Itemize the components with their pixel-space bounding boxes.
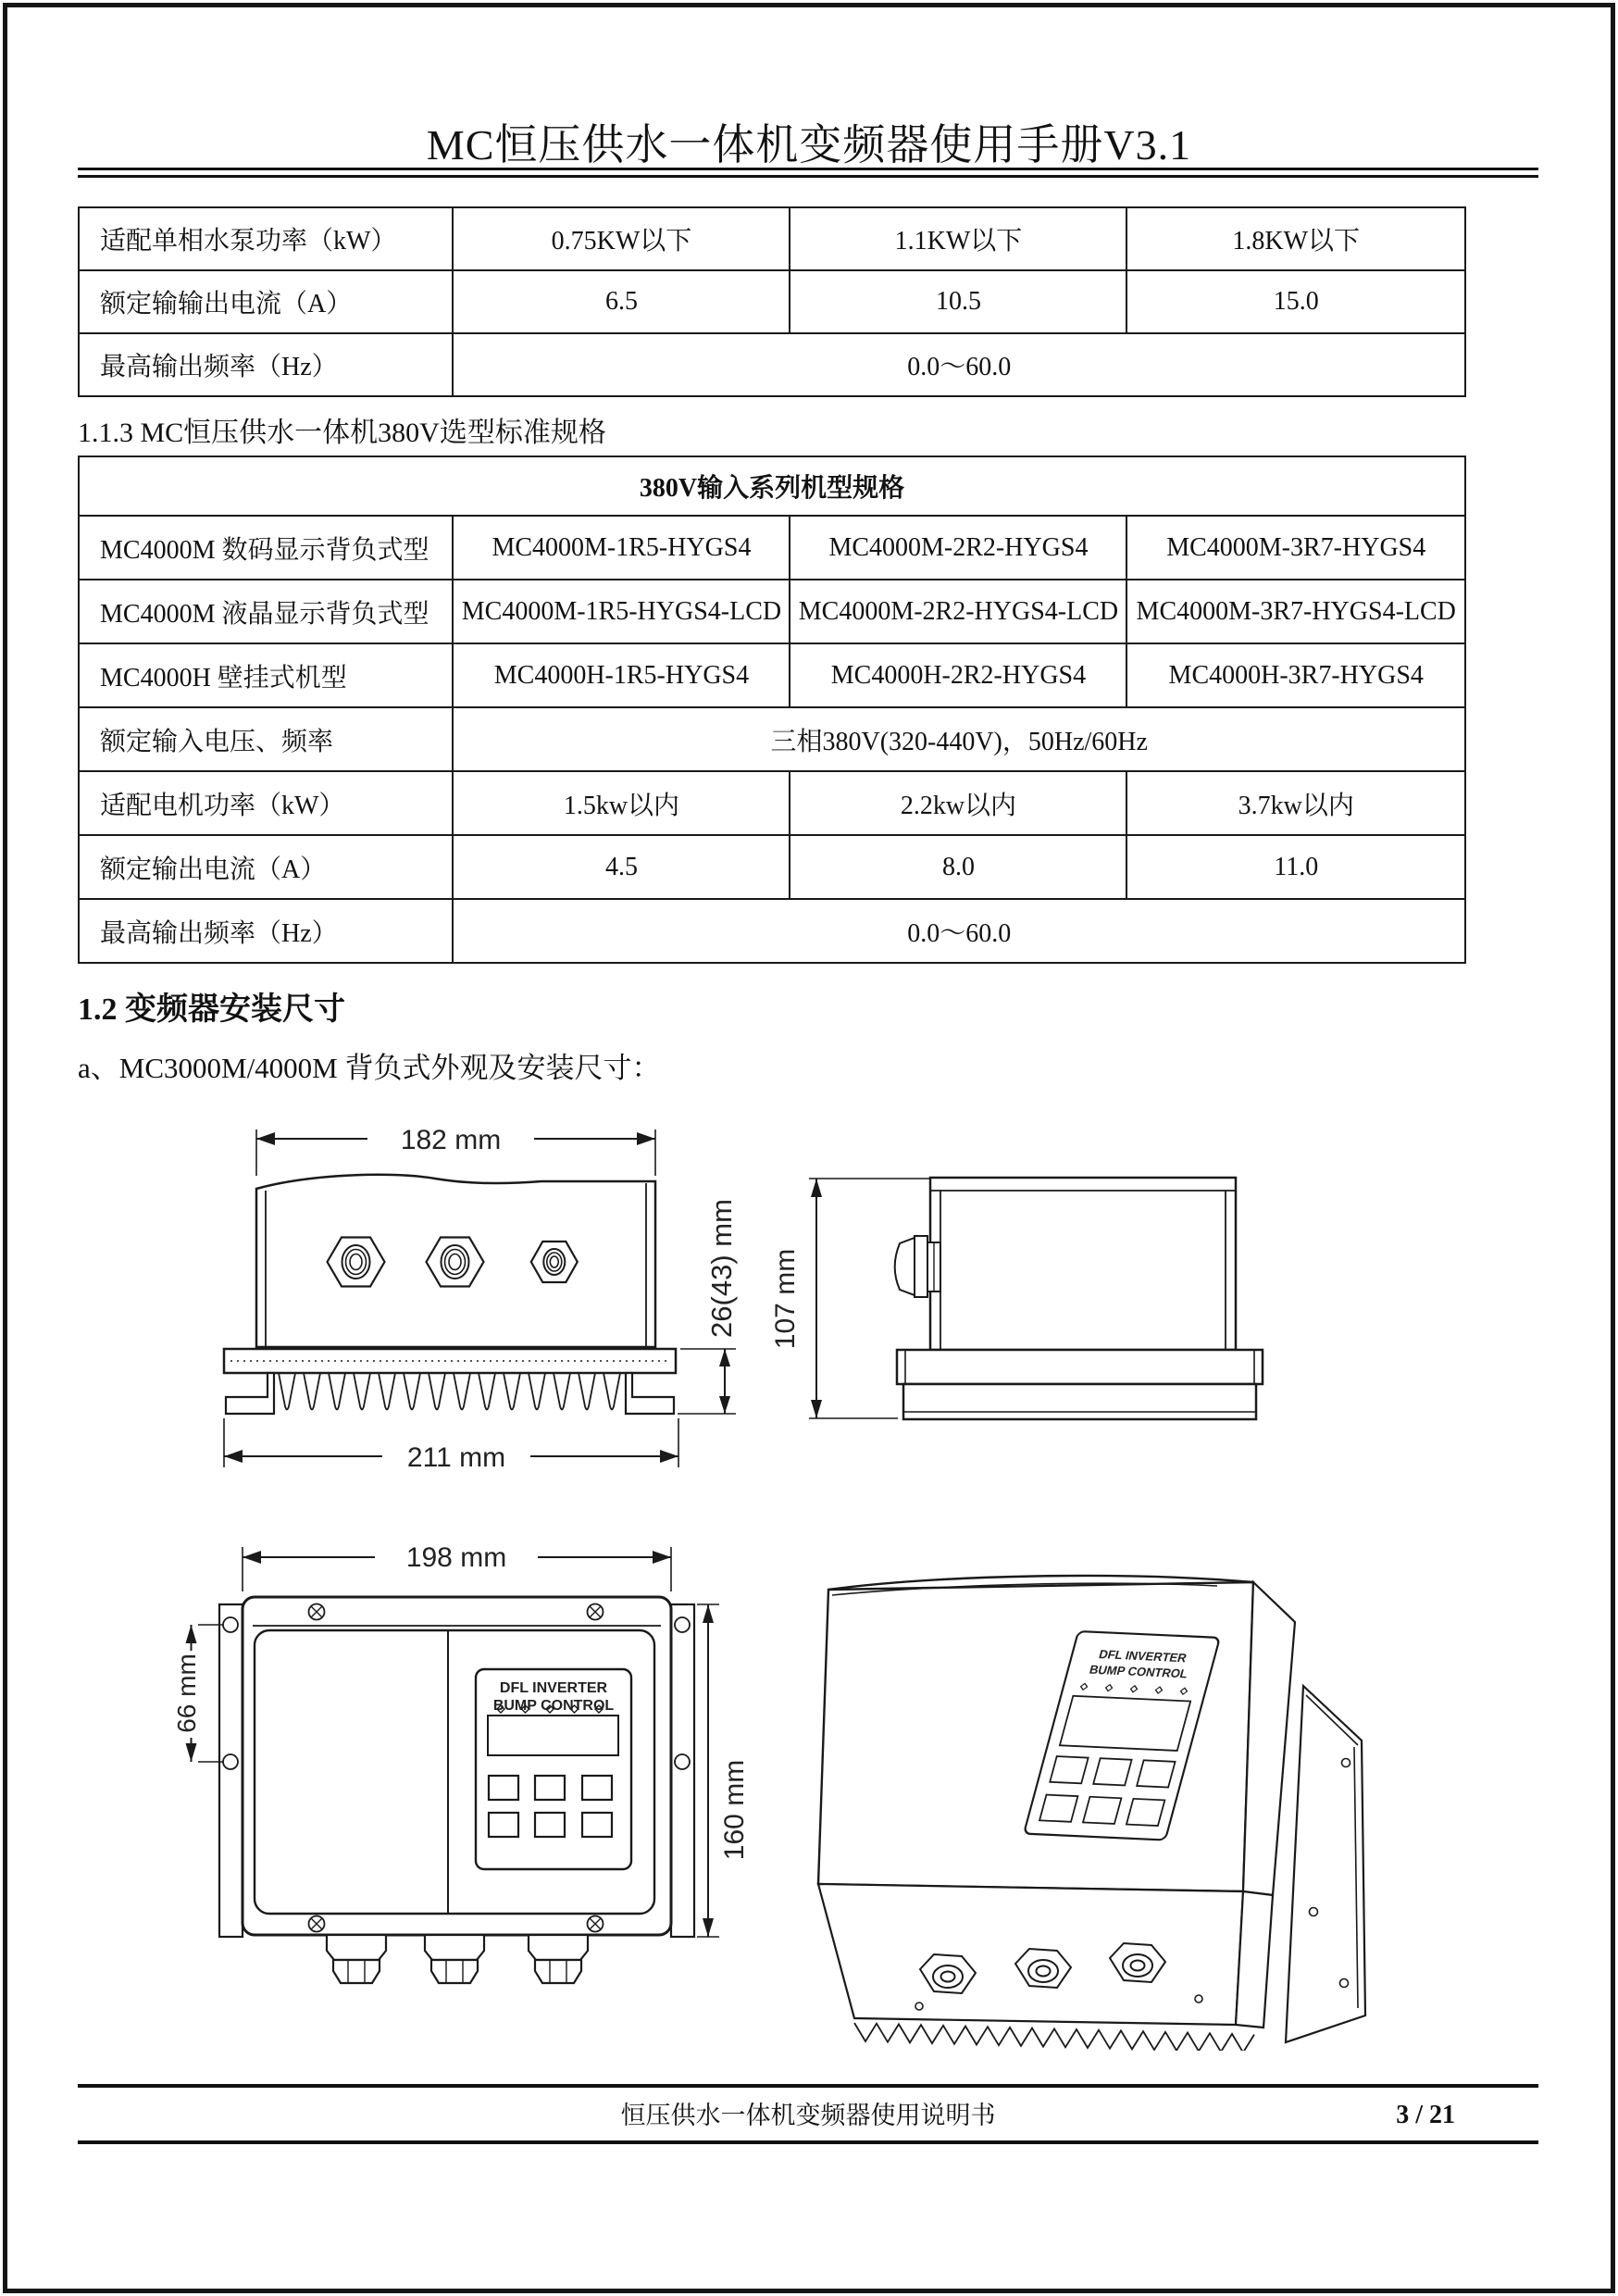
table-row [79,516,1465,580]
table-row [79,333,1465,396]
spec-value-span: 0.0～60.0 [453,899,1465,963]
dimension-26-43: 26(43) mm [705,1199,738,1338]
keypad-brand-line1: DFL INVERTER [1097,1647,1189,1666]
section-heading-1-1-3: 1.1.3 MC恒压供水一体机380V选型标准规格 [78,418,606,448]
cable-gland-icon [531,1242,578,1282]
dimension-107: 107 mm [770,1248,801,1350]
table-row [79,707,1465,771]
footer-rule-top [78,2084,1538,2088]
dimension-211: 211 mm [406,1442,506,1473]
page-number: 3 / 21 [1396,2101,1455,2129]
spec-value: MC4000M-1R5-HYGS4-LCD [453,580,790,643]
dimension-66: 66 mm [172,1653,201,1733]
table-specs-380v [78,455,1466,964]
spec-label: MC4000M 液晶显示背负式型 [79,580,453,643]
table-header-row [79,456,1465,516]
table-row [79,270,1465,333]
cable-gland-icon [895,1236,940,1297]
spec-value: 2.2kw以内 [790,771,1126,835]
spec-label: 额定输出电流（A） [79,835,453,899]
keypad-brand-line2: BUMP CONTROL [492,1698,615,1714]
dimension-198: 198 mm [405,1542,507,1573]
drawing-front-view [106,1532,778,2051]
dimension-160: 160 mm [719,1759,750,1861]
spec-value: 8.0 [790,835,1126,899]
spec-value: 6.5 [453,270,790,333]
keypad-panel [476,1669,631,1869]
dimension-182: 182 mm [400,1125,502,1155]
subsection-a-text: a、MC3000M/4000M 背负式外观及安装尺寸： [78,1052,661,1084]
drawing-side-view [759,1153,1287,1486]
spec-value: 4.5 [453,835,790,899]
spec-value-span: 0.0～60.0 [453,333,1465,396]
spec-label: 额定输入电压、频率 [79,707,453,771]
spec-label: 适配单相水泵功率（kW） [79,207,453,270]
table-row [79,580,1465,643]
spec-label: MC4000H 壁挂式机型 [79,643,453,707]
table-row [79,899,1465,963]
keypad-brand-line2: BUMP CONTROL [1088,1662,1189,1681]
spec-value: 10.5 [790,270,1126,333]
spec-value: 3.7kw以内 [1126,771,1465,835]
table-row [79,835,1465,899]
table-title: 380V输入系列机型规格 [79,456,1465,516]
spec-value: 0.75KW以下 [453,207,790,270]
spec-value: 1.8KW以下 [1126,207,1465,270]
spec-value-span: 三相380V(320-440V)，50Hz/60Hz [453,707,1465,771]
cable-gland-icon [425,1935,484,1983]
spec-value: MC4000H-1R5-HYGS4 [453,643,790,707]
table-row [79,771,1465,835]
spec-value: MC4000M-1R5-HYGS4 [453,516,790,580]
spec-value: MC4000M-3R7-HYGS4 [1126,516,1465,580]
spec-value: 1.5kw以内 [453,771,790,835]
spec-value: MC4000M-3R7-HYGS4-LCD [1126,580,1465,643]
table-row [79,643,1465,707]
table-row [79,207,1465,270]
table-specs-220v [78,206,1466,397]
spec-label: MC4000M 数码显示背负式型 [79,516,453,580]
spec-label: 额定输输出电流（A） [79,270,453,333]
title-double-rule [78,168,1538,178]
spec-value: MC4000H-2R2-HYGS4 [790,643,1126,707]
doc-title: MC恒压供水一体机变频器使用手册V3.1 [426,121,1192,168]
spec-label: 最高输出频率（Hz） [79,333,453,396]
spec-value: 1.1KW以下 [790,207,1126,270]
spec-value: MC4000H-3R7-HYGS4 [1126,643,1465,707]
drawing-perspective-view [810,1532,1402,2051]
spec-label: 最高输出频率（Hz） [79,899,453,963]
spec-value: MC4000M-2R2-HYGS4-LCD [790,580,1126,643]
cable-gland-icon [529,1935,588,1983]
section-heading-1-2: 1.2 变频器安装尺寸 [78,992,345,1027]
spec-label: 适配电机功率（kW） [79,771,453,835]
footer [78,2094,1538,2137]
spec-value: 15.0 [1126,270,1465,333]
footer-rule-bottom [78,2140,1538,2144]
drawing-bottom-view [125,1120,764,1491]
footer-doc-name: 恒压供水一体机变频器使用说明书 [620,2102,996,2129]
keypad-brand-line1: DFL INVERTER [499,1680,608,1696]
spec-value: MC4000M-2R2-HYGS4 [790,516,1126,580]
spec-value: 11.0 [1126,835,1465,899]
cable-gland-icon [327,1935,386,1983]
